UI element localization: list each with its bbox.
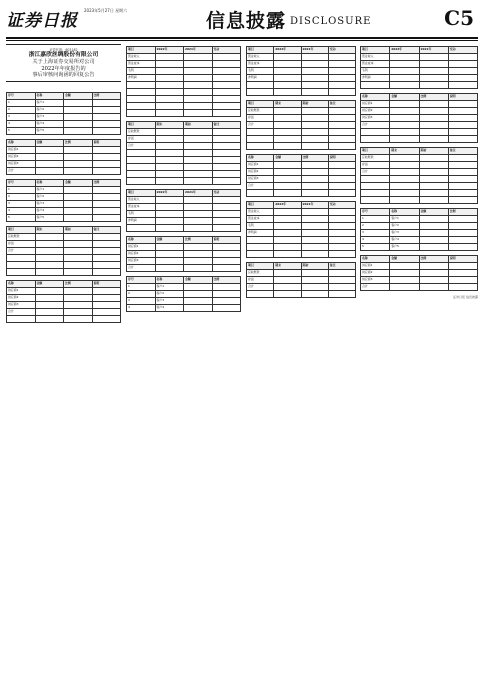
- table-header: 金额: [64, 93, 93, 100]
- data-table: 序号 名称 金额 比例 1 客户1 2 客户2 3 客户3 4 客户4: [126, 276, 241, 312]
- table-row: 合计: [7, 168, 121, 175]
- table-header: 序号: [7, 93, 36, 100]
- data-table: 项目 2022年 2021年 变动 营业收入 营业成本 毛利 净利润: [360, 46, 478, 89]
- masthead-rule-thin: [6, 40, 478, 41]
- footer-note: 证券日报 信息披露: [453, 295, 478, 299]
- table-row: 1 客户1: [7, 100, 121, 107]
- article-headline: [6, 44, 121, 82]
- column-4: [360, 44, 478, 692]
- section-title: 信息披露: [206, 10, 287, 32]
- data-table: 名称 金额 比例 说明 供应商1 供应商2 供应商3 合计: [360, 255, 478, 291]
- masthead-rule: [6, 37, 478, 39]
- page-number: C5: [444, 6, 474, 30]
- body-text: [6, 85, 121, 89]
- table-row: 2 客户2: [7, 107, 121, 114]
- data-table: 项目 期末 期初 备注 应收账款 存货 合计: [6, 226, 121, 276]
- headline-line: 2022年年度报告的: [41, 65, 86, 72]
- masthead: [6, 4, 478, 38]
- data-table: 项目 2022年 2021年 变动 营业收入 营业成本 毛利 净利润: [246, 201, 356, 258]
- data-table: 名称 金额 比例 说明 供应商1 供应商2 供应商3 合计: [360, 93, 478, 143]
- headline-line: 关于上海证券交易所对公司: [32, 59, 95, 65]
- data-table: [6, 92, 121, 135]
- headline-line: 事后审核问询函的回复公告: [32, 72, 95, 79]
- data-table: 序号 名称 金额 比例 1 客户1 2 客户2 3 客户3 4 客户4 5 客户5: [360, 208, 478, 251]
- table-row: 4 客户4: [7, 121, 121, 128]
- newspaper-logo: 证券日报: [6, 11, 78, 31]
- data-table: 名称 金额 比例 说明 供应商1 供应商2 供应商3 合计: [126, 236, 241, 272]
- data-table: 项目 2022年 2021年 变动 营业收入 营业成本 毛利 净利润: [126, 189, 241, 232]
- data-table: 项目 期末 期初 备注 应收账款 存货 合计: [246, 262, 356, 298]
- table-row: 供应商3: [7, 161, 121, 168]
- data-table: 项目 2022年 2021年 变动 营业收入 营业成本 毛利 净利润: [126, 46, 241, 117]
- stock-code: 证券代码：603182: [49, 48, 78, 52]
- table-row: 供应商2: [7, 154, 121, 161]
- data-table: 名称 金额 比例 说明 供应商1 供应商2 供应商3 合计: [246, 154, 356, 197]
- data-table: 项目 期末 期初 备注 应收账款 存货 合计: [246, 100, 356, 150]
- table-header: 比例: [92, 93, 121, 100]
- data-table: 项目 2022年 2021年 变动 营业收入 营业成本 毛利 净利润: [246, 46, 356, 96]
- column-1: [6, 44, 121, 692]
- table-row: 3 客户3: [7, 114, 121, 121]
- company-name: 浙江嘉欣丝绸股份有限公司: [28, 52, 99, 58]
- data-table: 项目 期末 期初 备注 应收账款 存货 合计: [126, 121, 241, 185]
- column-3: [246, 44, 356, 692]
- data-table: 名称 金额 比例 说明 供应商1 供应商2 供应商3 合计: [6, 139, 121, 175]
- issue-info: 2023年5月27日 星期六: [84, 8, 128, 13]
- table-row: 供应商1: [7, 147, 121, 154]
- column-2: [126, 44, 241, 692]
- data-table: 序号 名称 金额 比例 1 客户1 2 客户2 3 客户3 4 客户4 5 客户5: [6, 179, 121, 222]
- table-row: 5 客户5: [7, 128, 121, 135]
- data-table: 名称 金额 比例 说明 供应商1 供应商2 供应商3 合计: [6, 280, 121, 323]
- data-table: 项目 期末 期初 备注 应收账款 存货 合计: [360, 147, 478, 204]
- table-header: 名称: [35, 93, 64, 100]
- section-title-english: DISCLOSURE: [290, 16, 372, 27]
